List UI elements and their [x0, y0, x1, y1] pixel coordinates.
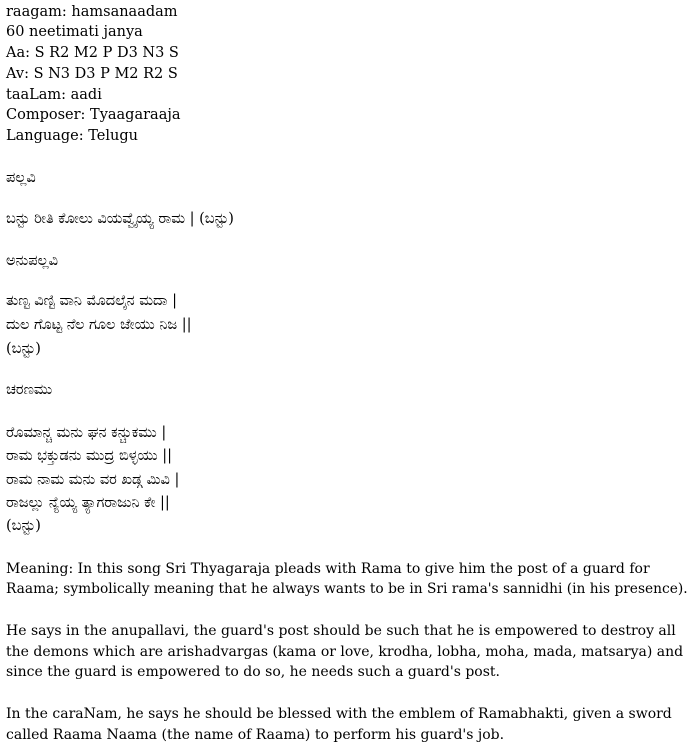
- anupallavi-line-2: ದುಲ ಗೊಟ್ಟ ನೆಲ ಗೂಲ ಜೇಯು ನಿಜ ||: [6, 317, 192, 333]
- charanam-line-2: ರಾಮ ಭಕ್ತುಡನು ಮುದ್ರ ಬಿಳ್ಳಯು ||: [6, 448, 173, 464]
- meaning-p3-line-1: In the caraNam, he says he should be blessed with the emblem of Ramabhakti, given a sword: [6, 706, 672, 722]
- charanam-line-3: ರಾಮ ನಾಮ ಮನು ವರ ಖಡ್ಗ ಮಿವಿ |: [6, 472, 180, 488]
- meaning-p1-line-1: Meaning: In this song Sri Thyagaraja pleads with Rama to give him the post of a guard for: [6, 561, 650, 577]
- charanam-line-1: ರೊಮಾನ್ಚ ಮನು ಘನ ಕನ್ಚುಕಮು |: [6, 425, 167, 441]
- meaning-p1-line-2: Raama; symbolically meaning that he always wants to be in Sri rama's sannidhi (in his presence).: [6, 581, 688, 597]
- composer-line: Composer: Tyaagaraaja: [6, 107, 181, 123]
- pallavi-line: ಬನ್ಟು ರೀತಿ ಕೋಲು ವಿಯವ್ವೈಯ್ಯ ರಾಮ | (ಬನ್ಟು): [6, 211, 234, 227]
- charanam-line-4: ರಾಜಲ್ಲು ನ್ಯೆಯ್ಯ ತ್ಯಾಗರಾಜುನಿ ಕೇ ||: [6, 495, 170, 511]
- avarohanam-line: Av: S N3 D3 P M2 R2 S: [6, 66, 178, 82]
- meaning-p2-line-3: since the guard is empowered to do so, he needs such a guard's post.: [6, 664, 500, 680]
- language-line: Language: Telugu: [6, 128, 138, 144]
- raagam-line: raagam: hamsanaadam: [6, 4, 178, 20]
- pallavi-heading: ಪಲ್ಲವಿ: [6, 170, 36, 186]
- meaning-p2-line-2: the demons which are arishadvargas (kama or love, krodha, lobha, moha, mada, matsarya) and: [6, 644, 684, 660]
- anupallavi-line-1: ತುಣ್ಟ ವಿಣ್ಟಿ ವಾನಿ ಮೊದಲೈನ ಮದಾ |: [6, 293, 178, 309]
- arohanam-line: Aa: S R2 M2 P D3 N3 S: [6, 45, 179, 61]
- meaning-p3-line-2: called Raama Naama (the name of Raama) to perform his guard's job.: [6, 727, 505, 743]
- anupallavi-line-3: (ಬನ್ಟು): [6, 341, 41, 357]
- charanam-heading: ಚರಣಮು: [6, 382, 53, 398]
- meaning-p2-line-1: He says in the anupallavi, the guard's post should be such that he is empowered to destroy all: [6, 623, 676, 639]
- anupallavi-heading: ಅನುಪಲ್ಲವಿ: [6, 253, 58, 269]
- janya-line: 60 neetimati janya: [6, 24, 143, 40]
- charanam-line-5: (ಬನ್ಟು): [6, 518, 41, 534]
- taalam-line: taaLam: aadi: [6, 87, 102, 103]
